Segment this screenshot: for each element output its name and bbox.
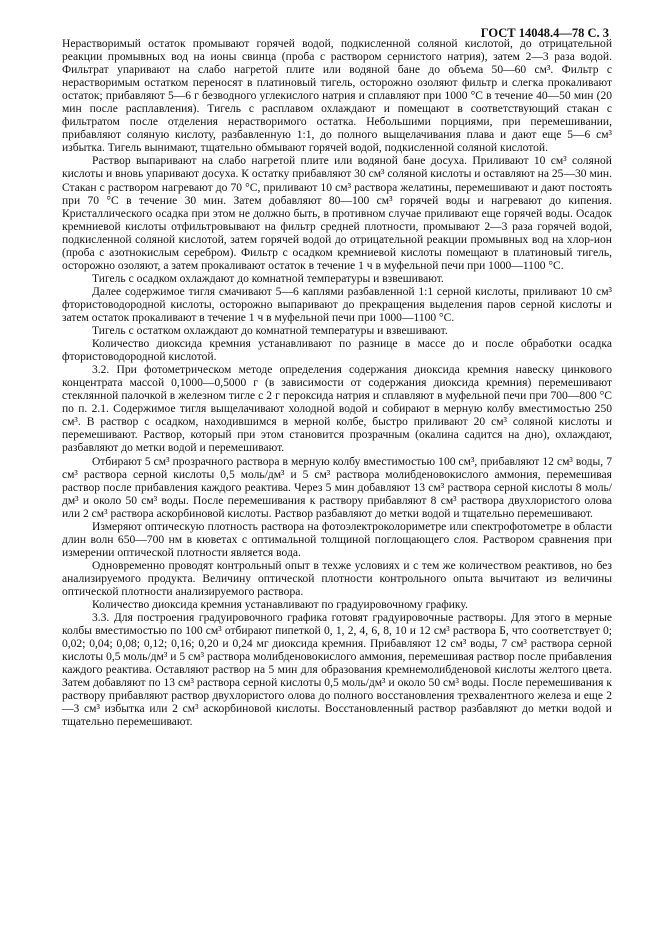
paragraph: Количество диоксида кремния устанавливают по разнице в массе до и после обработки осадка фтористоводородной кислотой. bbox=[62, 338, 612, 364]
page-header: ГОСТ 14048.4—78 С. 3 bbox=[480, 26, 609, 40]
paragraph: Раствор выпаривают на слабо нагретой плите или водяной бане досуха. Приливают 10 см³ соляной кислоты и вновь упаривают досуха. К остатку прибавляют 30 см³ соляной кислоты и оставляют на 25—30 мин. Стакан с раствором нагревают до 70 °С, приливают 10 см³ раствора желатины, перемешивают и дают постоять при 70 °С в течение 30 мин. Затем добавляют 80—100 см³ горячей воды и нагревают до кипения. Кристаллического осадка при этом не должно быть, в противном случае приливают еще горячей воды. Осадок кремниевой кислоты отфильтровывают на фильтр средней плотности, промывают 2—3 раза горячей водой, подкисленной соляной кислотой, затем горячей водой до отрицательной реакции промывных вод на хлор-ион (проба с азотнокислым серебром). Фильтр с осадком кремниевой кислоты помещают в платиновый тигель, осторожно озоляют, а затем прокаливают остаток в течение 1 ч в муфельной печи при 1000—1100 °С. bbox=[62, 155, 612, 272]
section-3-3: 3.3. Для построения градуировочного графика готовят градуировочные растворы. Для этого в мерные колбы вместимостью по 100 см³ отбирают пипеткой 0, 1, 2, 4, 6, 8, 10 и 12 см³ раствора Б, что соответствует 0; 0,02; 0,04; 0,08; 0,12; 0,16; 0,20 и 0,24 мг диоксида кремния. Прибавляют 12 см³ воды, 7 см³ раствора серной кислоты 0,5 моль/дм³ и 5 см³ раствора молибденовокислого аммония, перемешивая раствор после прибавления каждого реактива. Оставляют раствор на 5 мин для образования кремнемолибденовой кислоты желтого цвета. Затем добавляют по 13 см³ раствора серной кислоты 0,5 моль/дм³ и около 50 см³ воды. После перемешивания к раствору прибавляют раствор двухлористого олова до полного восстановления трехвалентного железа и еще 2—3 см³ избытка или 2 см³ аскорбиновой кислоты. Восстановленный раствор разбавляют до метки водой и тщательно перемешивают. bbox=[62, 612, 612, 729]
paragraph: Отбирают 5 см³ прозрачного раствора в мерную колбу вместимостью 100 см³, прибавляют 12 см³ воды, 7 см³ раствора серной кислоты 0,5 моль/дм³ и 5 см³ раствора молибденовокислого аммония, перемешивая раствор после прибавления каждого реактива. Через 5 мин добавляют 13 см³ раствора серной кислоты 8 моль/дм³ и около 50 см³ воды. После перемешивания к раствору прибавляют 8 см³ раствора двухлористого олова или 2 см³ раствора аскорбиновой кислоты. Раствор разбавляют до метки водой и тщательно перемешивают. bbox=[62, 455, 612, 520]
paragraph: Нерастворимый остаток промывают горячей водой, подкисленной соляной кислотой, до отрицательной реакции промывных вод на ионы свинца (проба с раствором сернистого натрия), затем 2—3 раза водой. Фильтрат упаривают на слабо нагретой плите или водяной бане до объема 50—60 см³. Фильтр с нерастворимым остатком переносят в платиновый тигель, осторожно озоляют фильтр и слегка прокаливают остаток; прибавляют 5—6 г безводного углекислого натрия и сплавляют при 1000 °С в течение 40—50 мин (20 мин после расплавления). Тигель с расплавом охлаждают и помещают в соответствующий стакан с фильтратом после отделения нерастворимого остатка. Небольшими порциями, при перемешивании, прибавляют соляную кислоту, разбавленную 1:1, до полного выщелачивания плава и дают еще 5—6 см³ избытка. Тигель вынимают, тщательно обмывают горячей водой, подкисленной соляной кислотой. bbox=[62, 38, 612, 155]
paragraph: Одновременно проводят контрольный опыт в техже условиях и с тем же количеством реактивов, но без анализируемого продукта. Величину оптической плотности контрольного опыта вычитают из величины оптической плотности анализируемого раствора. bbox=[62, 559, 612, 598]
document-body bbox=[62, 38, 612, 729]
paragraph: Тигель с остатком охлаждают до комнатной температуры и взвешивают. bbox=[92, 325, 448, 338]
paragraph: Тигель с осадком охлаждают до комнатной температуры и взвешивают. bbox=[92, 272, 444, 285]
paragraph: Далее содержимое тигля смачивают 5—6 каплями разбавленной 1:1 серной кислоты, приливают 10 см³ фтористоводородной кислоты, осторожно выпаривают до прекращения выделения паров серной кислоты и затем остаток прокаливают в течение 1 ч в муфельной печи при 1000—1100 °С. bbox=[62, 285, 612, 324]
paragraph: Количество диоксида кремния устанавливают по градуировочному графику. bbox=[92, 599, 468, 612]
paragraph: Измеряют оптическую плотность раствора на фотоэлектроколориметре или спектрофотометре в области длин волн 650—700 нм в кюветах с оптимальной толщиной поглощающего слоя. Раствором сравнения при измерении оптической плотности является вода. bbox=[62, 520, 612, 559]
section-3-2: 3.2. При фотометрическом методе определения содержания диоксида кремния навеску цинкового концентрата массой 0,1000—0,5000 г (в зависимости от содержания диоксида кремния) перемешивают стеклянной палочкой в железном тигле с 2 г пероксида натрия и сплавляют в муфельной печи при 700—800 °С по п. 2.1. Содержимое тигля выщелачивают холодной водой и собирают в мерную колбу вместимостью 250 см³. В раствор с осадком, находившимся в мерной колбе, быстро приливают 20 см³ соляной кислоты и перемешивают. Раствор, который при этом становится прозрачным (окалина садится на дно), охлаждают, разбавляют до метки водой и перемешивают. bbox=[62, 364, 612, 455]
